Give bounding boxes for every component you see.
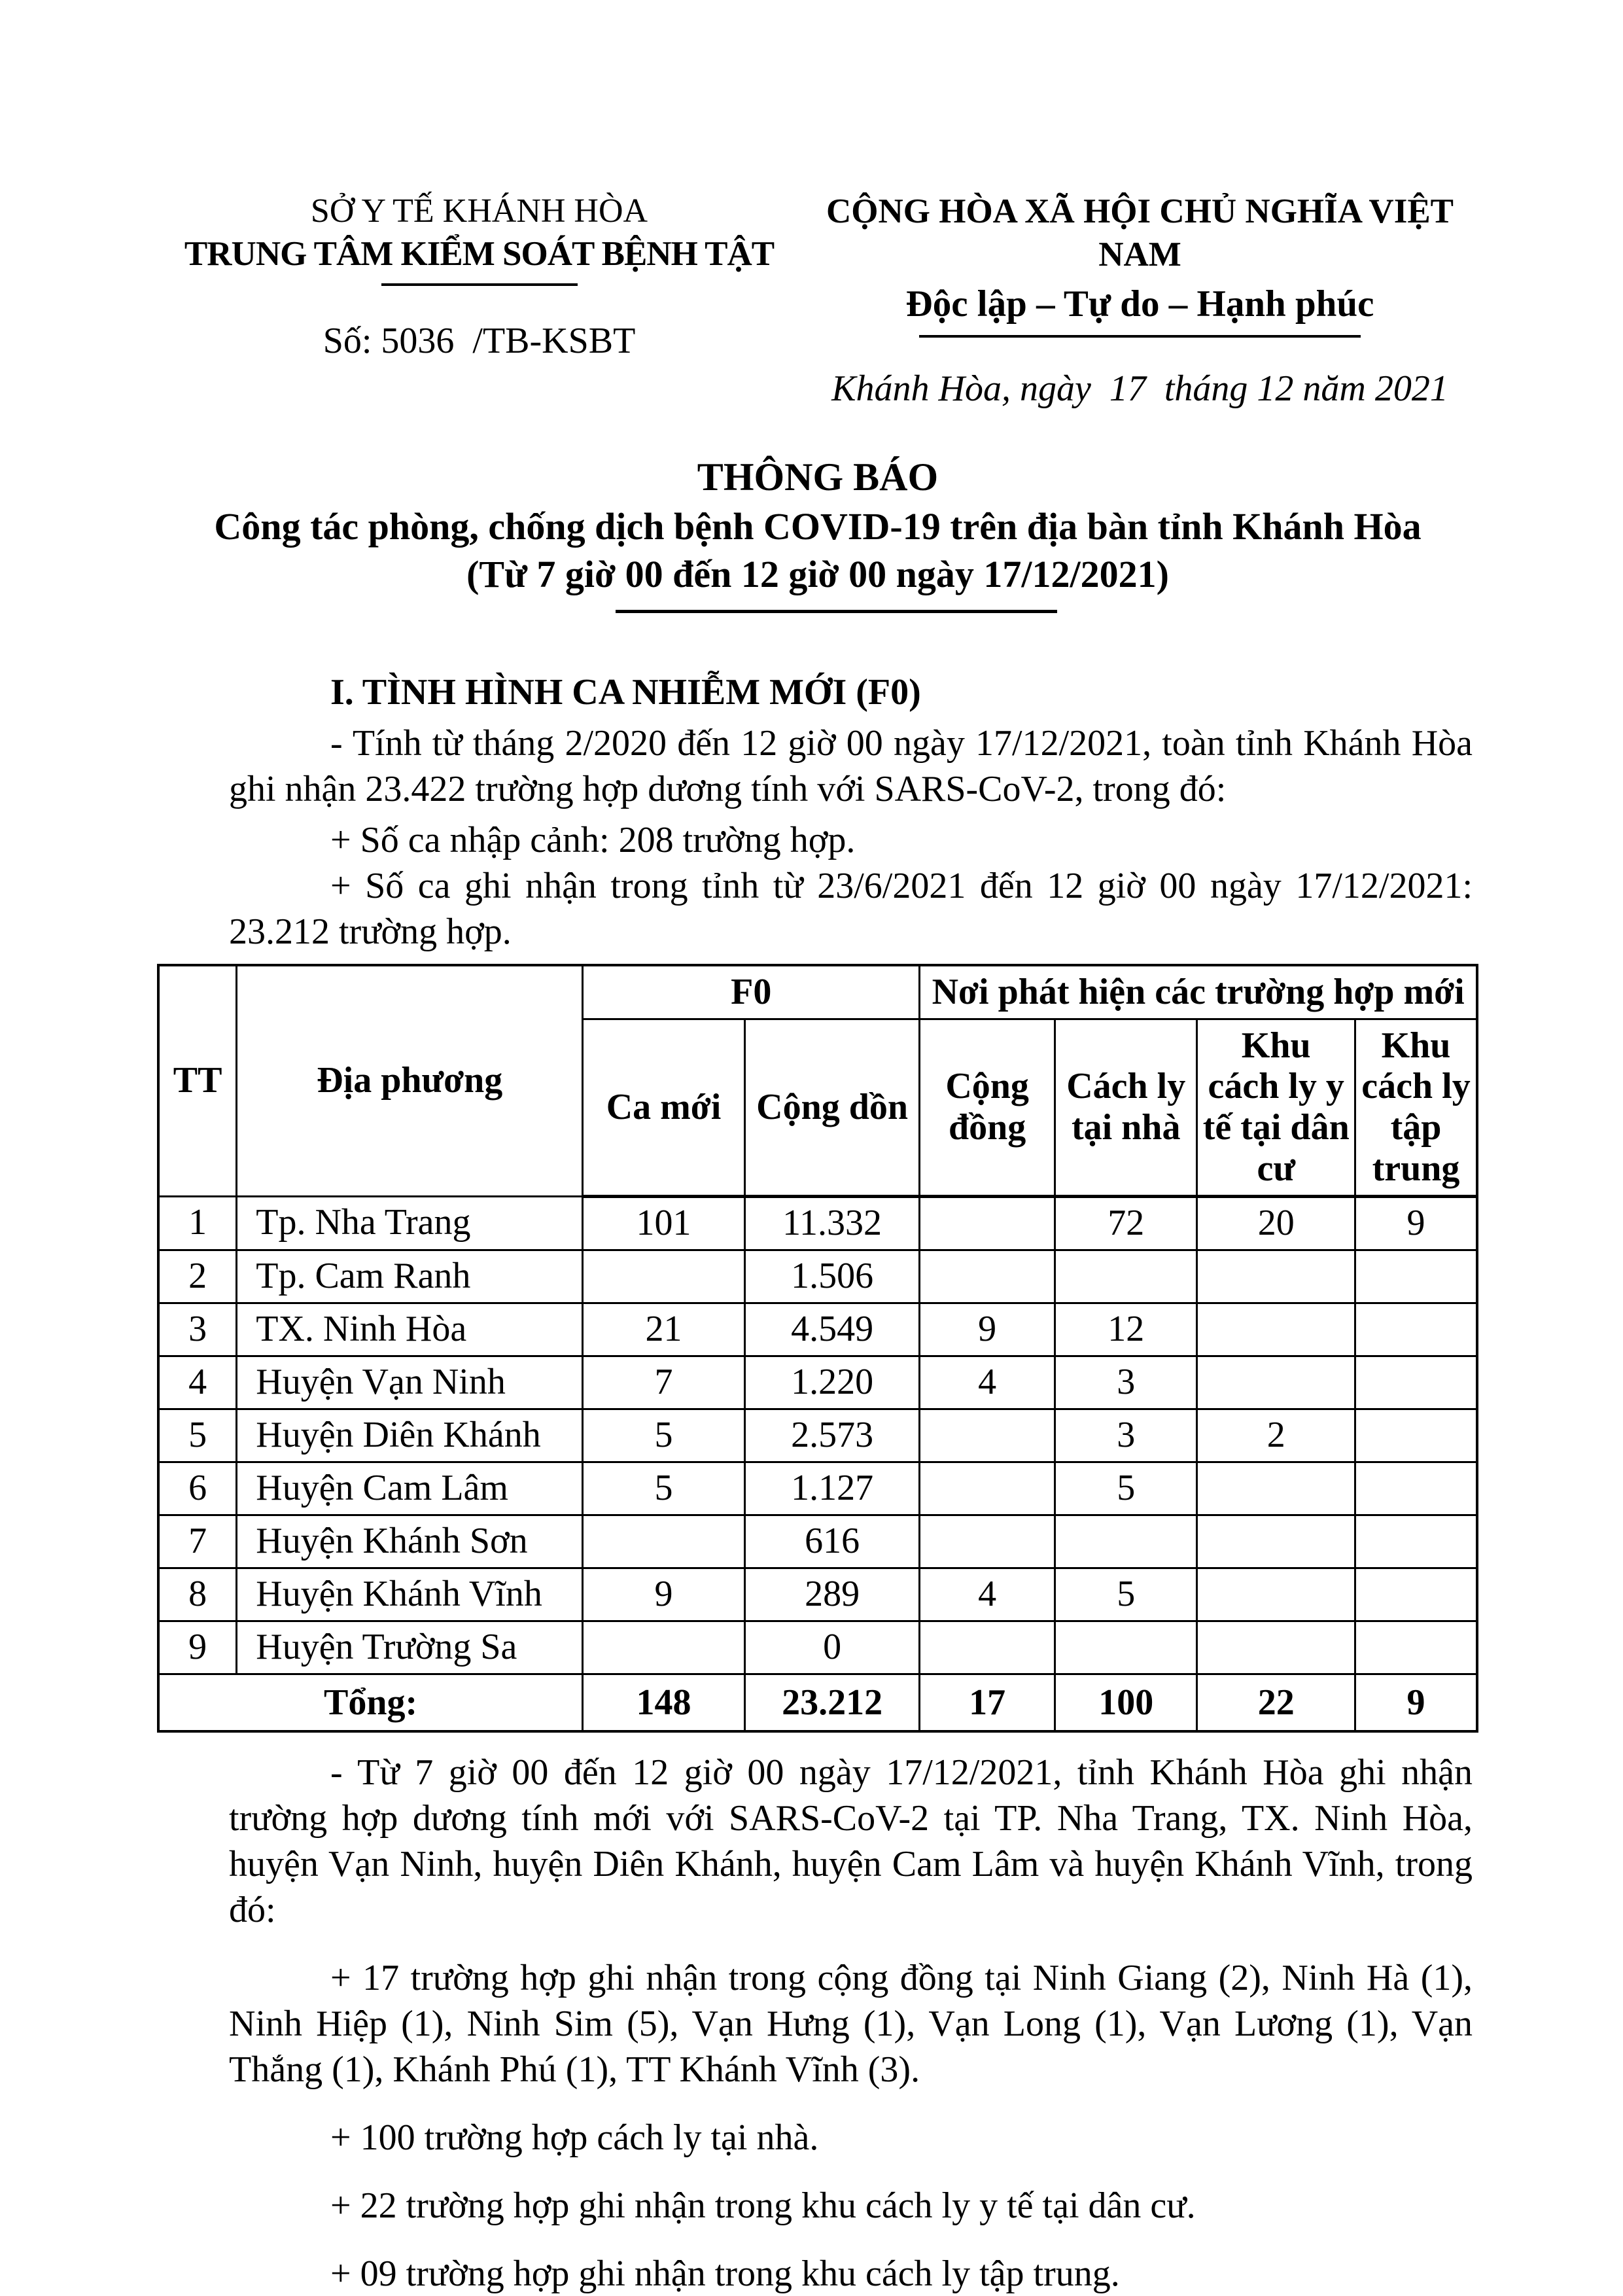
table-row (158, 1250, 1477, 1303)
title-block (157, 451, 1478, 613)
cell-cach-ly-tai-nha: 12 (1055, 1303, 1197, 1356)
title-underline (616, 610, 1057, 613)
cell-cong-dong: 4 (920, 1356, 1055, 1409)
cell-cach-ly-tai-nha: 5 (1055, 1568, 1197, 1621)
cell-ca-moi (583, 1250, 745, 1303)
cell-dia-phuong: Tp. Cam Ranh (237, 1250, 583, 1303)
cell-cach-ly-tai-nha (1055, 1515, 1197, 1568)
cell-khu-cach-ly-y-te: 2 (1197, 1409, 1355, 1462)
cell-cong-don: 1.127 (744, 1462, 920, 1515)
cell-cong-don: 616 (744, 1515, 920, 1568)
national-title: CỘNG HÒA XÃ HỘI CHỦ NGHĨA VIỆT NAM (826, 192, 1454, 274)
total-label: Tổng: (158, 1674, 583, 1731)
cell-ca-moi: 5 (583, 1462, 745, 1515)
cell-dia-phuong: Huyện Khánh Sơn (237, 1515, 583, 1568)
cell-khu-cach-ly-tap-trung (1355, 1356, 1477, 1409)
cell-cong-don: 4.549 (744, 1303, 920, 1356)
table-row (158, 1409, 1477, 1462)
table-row (158, 1303, 1477, 1356)
total-cach-ly-tai-nha: 100 (1055, 1674, 1197, 1731)
total-khu-cach-ly-tap-trung: 9 (1355, 1674, 1477, 1731)
total-khu-cach-ly-y-te: 22 (1197, 1674, 1355, 1731)
covid-cases-table (157, 964, 1478, 1733)
total-ca-moi: 148 (583, 1674, 745, 1731)
motto-underline (919, 335, 1361, 338)
cell-cong-dong (920, 1462, 1055, 1515)
cell-cong-dong: 4 (920, 1568, 1055, 1621)
bullet-domestic-cases: + Số ca ghi nhận trong tỉnh từ 23/6/2021 đến 12 giờ 00 ngày 17/12/2021: 23.212 trường hợp. (229, 865, 1473, 952)
doc-number: Số: 5036 /TB-KSBT (323, 321, 636, 362)
header-cong-dong: Cộng đồng (920, 1019, 1055, 1196)
cell-khu-cach-ly-tap-trung: 9 (1355, 1196, 1477, 1250)
cell-tt: 3 (158, 1303, 237, 1356)
table-footer (158, 1674, 1477, 1731)
header-cong-don: Cộng dồn (744, 1019, 920, 1196)
cell-khu-cach-ly-tap-trung (1355, 1515, 1477, 1568)
cell-ca-moi: 101 (583, 1196, 745, 1250)
total-cong-don: 23.212 (744, 1674, 920, 1731)
cell-cach-ly-tai-nha (1055, 1250, 1197, 1303)
cell-khu-cach-ly-y-te (1197, 1303, 1355, 1356)
cell-cong-don: 0 (744, 1621, 920, 1674)
cell-khu-cach-ly-y-te (1197, 1621, 1355, 1674)
cell-tt: 6 (158, 1462, 237, 1515)
org-underline (381, 283, 578, 286)
cell-ca-moi: 5 (583, 1409, 745, 1462)
cell-cong-dong (920, 1409, 1055, 1462)
cell-khu-cach-ly-tap-trung (1355, 1303, 1477, 1356)
cell-khu-cach-ly-tap-trung (1355, 1462, 1477, 1515)
cell-dia-phuong: TX. Ninh Hòa (237, 1303, 583, 1356)
cell-tt: 9 (158, 1621, 237, 1674)
bullet-community: + 17 trường hợp ghi nhận trong cộng đồng tại Ninh Giang (2), Ninh Hà (1), Ninh Hiệp (1), Ninh Sim (5), Vạn Hưng (1), Vạn Long (1), Vạn Lương (1), Vạn Thắng (1), Khánh Phú (1), TT Khánh Vĩnh (3). (229, 1957, 1473, 2090)
header-dia-phuong: Địa phương (237, 965, 583, 1196)
cell-cach-ly-tai-nha (1055, 1621, 1197, 1674)
cell-khu-cach-ly-y-te (1197, 1568, 1355, 1621)
cell-cong-dong (920, 1515, 1055, 1568)
cell-cach-ly-tai-nha: 3 (1055, 1409, 1197, 1462)
cell-tt: 4 (158, 1356, 237, 1409)
department-name: SỞ Y TẾ KHÁNH HÒA (310, 192, 648, 230)
document-subtitle-1: Công tác phòng, chống dịch bệnh COVID-19 trên địa bàn tỉnh Khánh Hòa (214, 504, 1422, 548)
header-khu-cach-ly-tap-trung: Khu cách ly tập trung (1355, 1019, 1477, 1196)
section-1-intro-paragraph: - Tính từ tháng 2/2020 đến 12 giờ 00 ngày 17/12/2021, toàn tỉnh Khánh Hòa ghi nhận 23.422 trường hợp dương tính với SARS-CoV-2, trong đó: (229, 722, 1473, 809)
cell-cong-dong: 9 (920, 1303, 1055, 1356)
cell-cach-ly-tai-nha: 5 (1055, 1462, 1197, 1515)
cell-tt: 1 (158, 1196, 237, 1250)
cell-dia-phuong: Tp. Nha Trang (237, 1196, 583, 1250)
cell-khu-cach-ly-y-te (1197, 1356, 1355, 1409)
cell-cong-don: 1.220 (744, 1356, 920, 1409)
total-cong-dong: 17 (920, 1674, 1055, 1731)
cell-ca-moi: 21 (583, 1303, 745, 1356)
table-row (158, 1568, 1477, 1621)
table-row (158, 1621, 1477, 1674)
table-row (158, 1196, 1477, 1250)
document-subtitle-2: (Từ 7 giờ 00 đến 12 giờ 00 ngày 17/12/2021) (466, 552, 1169, 595)
cell-khu-cach-ly-tap-trung (1355, 1621, 1477, 1674)
cell-cach-ly-tai-nha: 72 (1055, 1196, 1197, 1250)
cell-khu-cach-ly-y-te: 20 (1197, 1196, 1355, 1250)
cell-cong-don: 289 (744, 1568, 920, 1621)
header-ca-moi: Ca mới (583, 1019, 745, 1196)
bullet-medical-zone: + 22 trường hợp ghi nhận trong khu cách ly y tế tại dân cư. (330, 2185, 1196, 2226)
bullet-home-quarantine: + 100 trường hợp cách ly tại nhà. (330, 2117, 819, 2158)
issuing-org-block (157, 190, 801, 410)
new-cases-paragraph: - Từ 7 giờ 00 đến 12 giờ 00 ngày 17/12/2021, tỉnh Khánh Hòa ghi nhận trường hợp dương tính mới với SARS-CoV-2 tại TP. Nha Trang, TX. Ninh Hòa, huyện Vạn Ninh, huyện Diên Khánh, huyện Cam Lâm và huyện Khánh Vĩnh, trong đó: (229, 1752, 1473, 1930)
cell-tt: 8 (158, 1568, 237, 1621)
cell-cong-don: 1.506 (744, 1250, 920, 1303)
cell-dia-phuong: Huyện Vạn Ninh (237, 1356, 583, 1409)
cell-tt: 2 (158, 1250, 237, 1303)
cell-khu-cach-ly-tap-trung (1355, 1409, 1477, 1462)
cell-ca-moi (583, 1621, 745, 1674)
cell-cong-don: 11.332 (744, 1196, 920, 1250)
header-khu-cach-ly-y-te: Khu cách ly y tế tại dân cư (1197, 1019, 1355, 1196)
cell-ca-moi: 7 (583, 1356, 745, 1409)
cell-cach-ly-tai-nha: 3 (1055, 1356, 1197, 1409)
table-row (158, 1356, 1477, 1409)
cell-khu-cach-ly-y-te (1197, 1462, 1355, 1515)
table-header-group-row (158, 965, 1477, 1019)
bullet-concentrated-zone: + 09 trường hợp ghi nhận trong khu cách ly tập trung. (330, 2253, 1120, 2294)
national-header-block (801, 190, 1478, 410)
bullet-imported-cases: + Số ca nhập cảnh: 208 trường hợp. (330, 819, 856, 860)
cell-dia-phuong: Huyện Diên Khánh (237, 1409, 583, 1462)
section-1-heading: I. TÌNH HÌNH CA NHIỄM MỚI (F0) (330, 671, 921, 713)
cell-ca-moi: 9 (583, 1568, 745, 1621)
table-body (158, 1196, 1477, 1674)
cell-khu-cach-ly-tap-trung (1355, 1568, 1477, 1621)
cell-tt: 7 (158, 1515, 237, 1568)
cell-dia-phuong: Huyện Khánh Vĩnh (237, 1568, 583, 1621)
document-title: THÔNG BÁO (697, 455, 939, 499)
table-row (158, 1515, 1477, 1568)
cell-dia-phuong: Huyện Cam Lâm (237, 1462, 583, 1515)
header-tt: TT (158, 965, 237, 1196)
center-name: TRUNG TÂM KIỂM SOÁT BỆNH TẬT (184, 235, 775, 273)
national-motto: Độc lập – Tự do – Hạnh phúc (905, 283, 1374, 325)
header-detect-group: Nơi phát hiện các trường hợp mới (920, 965, 1477, 1019)
document-header (157, 190, 1478, 410)
cell-khu-cach-ly-y-te (1197, 1515, 1355, 1568)
header-cach-ly-tai-nha: Cách ly tại nhà (1055, 1019, 1197, 1196)
table-header (158, 965, 1477, 1196)
cell-dia-phuong: Huyện Trường Sa (237, 1621, 583, 1674)
cell-ca-moi (583, 1515, 745, 1568)
cell-cong-dong (920, 1196, 1055, 1250)
cell-khu-cach-ly-tap-trung (1355, 1250, 1477, 1303)
cell-cong-dong (920, 1621, 1055, 1674)
cell-cong-don: 2.573 (744, 1409, 920, 1462)
place-date-line: Khánh Hòa, ngày 17 tháng 12 năm 2021 (831, 368, 1448, 409)
table-total-row (158, 1674, 1477, 1731)
header-f0-group: F0 (583, 965, 920, 1019)
cell-tt: 5 (158, 1409, 237, 1462)
cell-khu-cach-ly-y-te (1197, 1250, 1355, 1303)
table-row (158, 1462, 1477, 1515)
cell-cong-dong (920, 1250, 1055, 1303)
